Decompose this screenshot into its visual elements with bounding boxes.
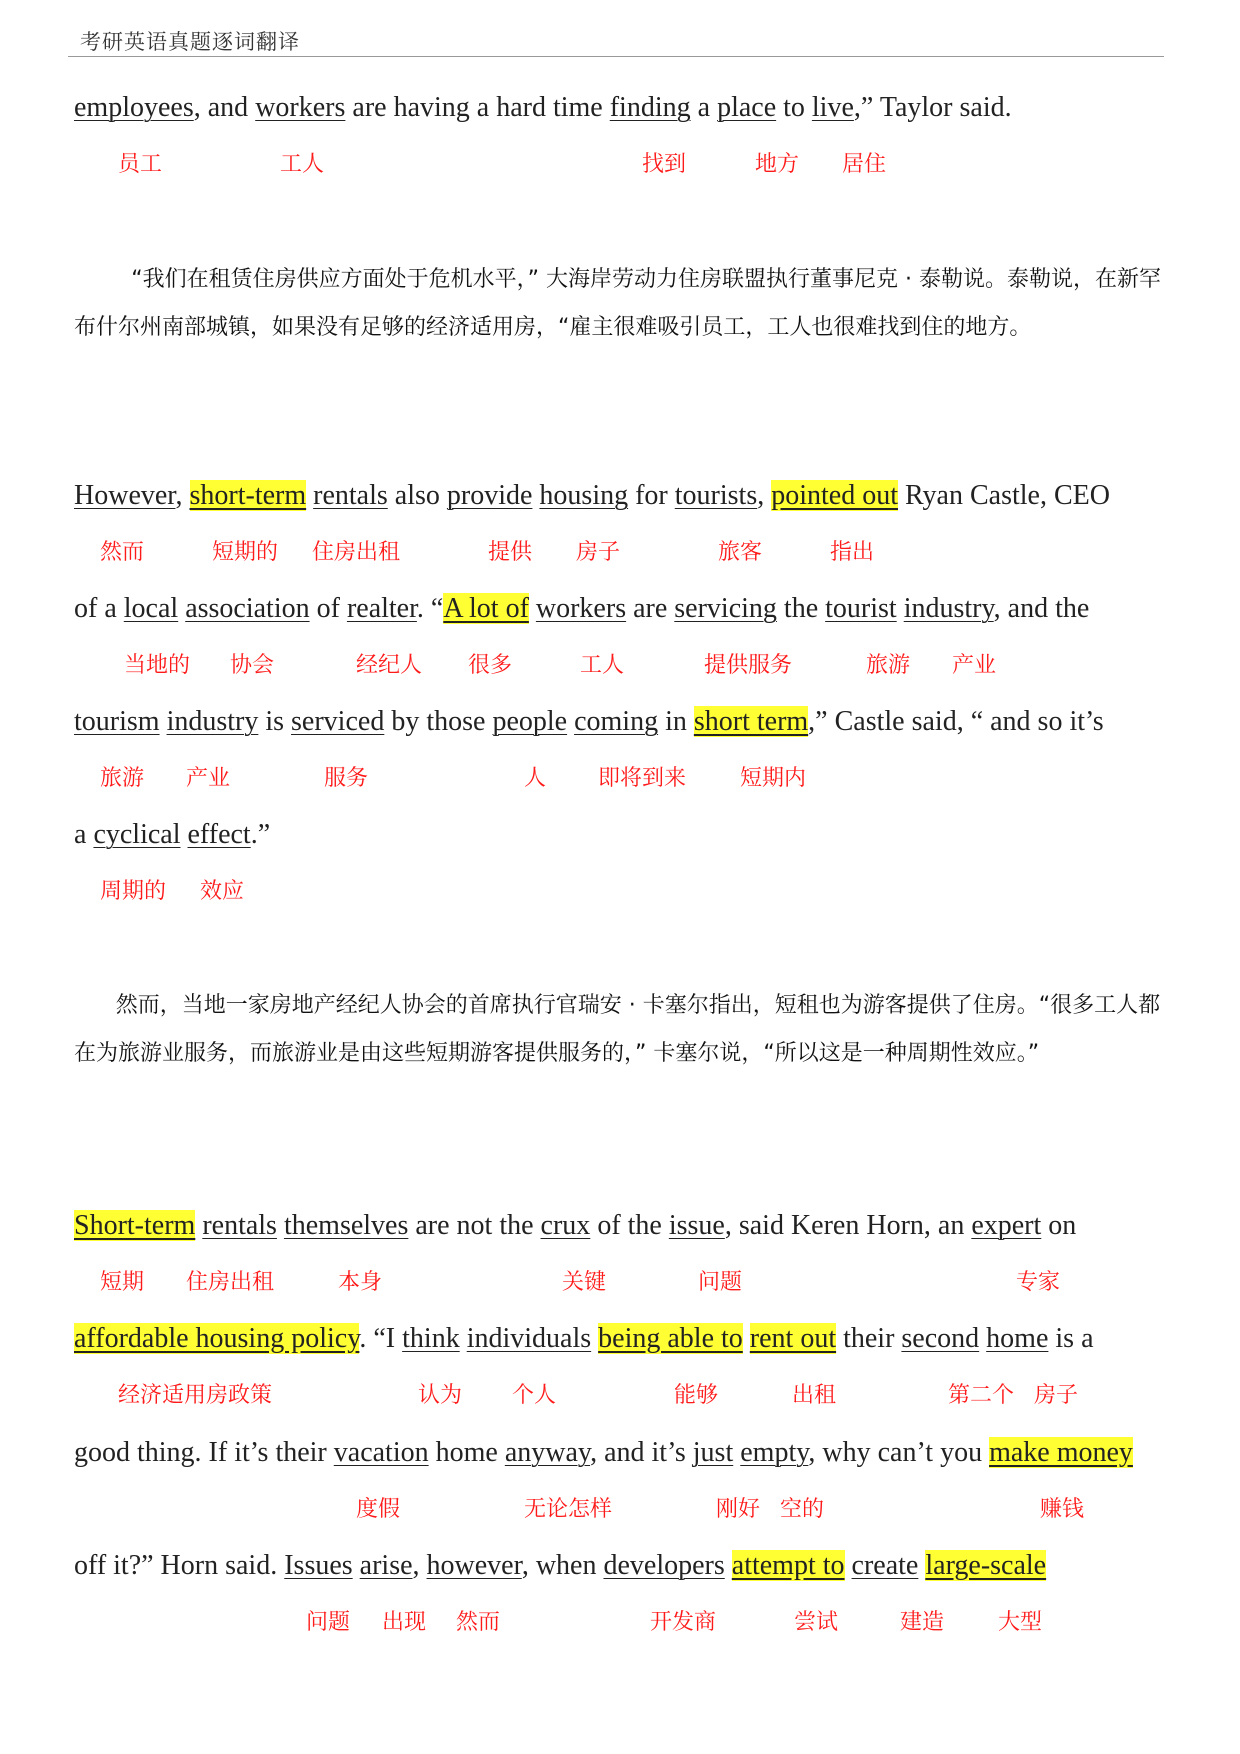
gloss: 出现	[382, 1610, 427, 1635]
vocab-word: local	[123, 593, 179, 624]
gloss: 工人	[580, 653, 625, 678]
vocab-word: people	[492, 706, 568, 737]
gloss: 个人	[512, 1383, 557, 1408]
vocab-word: association	[185, 593, 310, 624]
gloss: 住房出租	[186, 1270, 275, 1295]
plain-text	[725, 1550, 732, 1581]
gloss: 短期	[100, 1270, 145, 1295]
plain-text: ,	[757, 480, 772, 511]
vocab-word: finding	[609, 92, 691, 123]
gloss: 建造	[900, 1610, 945, 1635]
vocab-phrase-highlighted: rent out	[749, 1323, 837, 1354]
vocab-phrase-highlighted: being able to	[598, 1323, 743, 1354]
plain-text: of	[309, 593, 347, 624]
vocab-word: serviced	[291, 706, 385, 737]
plain-text: a	[690, 92, 718, 123]
gloss: 当地的	[124, 653, 191, 678]
plain-text: Ryan Castle, CEO	[898, 480, 1110, 511]
plain-text: . “	[416, 593, 444, 624]
vocab-word: just	[692, 1437, 734, 1468]
vocab-phrase-highlighted: short-term	[189, 480, 307, 511]
header-divider	[68, 56, 1164, 57]
gloss: 地方	[755, 152, 800, 177]
chinese-translation-2	[74, 982, 1168, 1078]
plain-text	[160, 706, 167, 737]
vocab-word: workers	[255, 92, 346, 123]
plain-text: ,” Taylor said.	[853, 92, 1012, 123]
plain-text: to	[776, 92, 812, 123]
vocab-phrase-highlighted: A lot of	[443, 593, 529, 624]
gloss: 问题	[306, 1610, 351, 1635]
plain-text: their	[836, 1323, 902, 1354]
plain-text: a	[74, 819, 94, 850]
vocab-word: Issues	[284, 1550, 353, 1581]
english-line-7	[74, 1321, 1094, 1357]
english-line-6	[74, 1208, 1076, 1244]
vocab-word: home	[986, 1323, 1049, 1354]
vocab-word: rentals	[313, 480, 388, 511]
gloss: 问题	[698, 1270, 743, 1295]
vocab-word: arise	[359, 1550, 413, 1581]
vocab-word: effect	[187, 819, 251, 850]
plain-text	[277, 1210, 284, 1241]
vocab-word: think	[402, 1323, 460, 1354]
vocab-phrase-highlighted: Short-term	[74, 1210, 196, 1241]
vocab-word: servicing	[674, 593, 777, 624]
plain-text: off it?” Horn said.	[74, 1550, 285, 1581]
gloss: 度假	[356, 1497, 401, 1522]
plain-text: , and	[193, 92, 256, 123]
plain-text: of a	[74, 593, 124, 624]
vocab-word: anyway	[504, 1437, 591, 1468]
gloss: 指出	[830, 540, 875, 565]
plain-text	[353, 1550, 360, 1581]
vocab-word: However	[74, 480, 176, 511]
gloss: 开发商	[650, 1610, 717, 1635]
vocab-word: empty	[740, 1437, 809, 1468]
english-line-8	[74, 1435, 1133, 1471]
plain-text: ,	[412, 1550, 427, 1581]
plain-text: are	[626, 593, 675, 624]
vocab-word: tourists	[674, 480, 758, 511]
english-line-5	[74, 817, 270, 853]
plain-text	[181, 819, 188, 850]
plain-text: ,” Castle said, “ and so it’s	[808, 706, 1104, 737]
vocab-word: coming	[574, 706, 659, 737]
gloss: 然而	[456, 1610, 501, 1635]
plain-text: for	[628, 480, 675, 511]
gloss: 尝试	[794, 1610, 839, 1635]
gloss: 刚好	[716, 1497, 761, 1522]
plain-text: are having a hard time	[345, 92, 610, 123]
english-line-9	[74, 1548, 1046, 1584]
vocab-word: create	[851, 1550, 919, 1581]
gloss: 旅游	[100, 766, 145, 791]
vocab-word: however	[426, 1550, 522, 1581]
gloss: 工人	[280, 152, 325, 177]
translation-text: “我们在租赁住房供应方面处于危机水平，” 大海岸劳动力住房联盟执行董事尼克 · 泰勒说。泰勒说，在新罕布什尔州南部城镇，如果没有足够的经济适用房，“雇主很难吸引员工，工人也很难找到住的地方。	[74, 267, 1161, 340]
gloss: 住房出租	[312, 540, 401, 565]
plain-text	[743, 1323, 750, 1354]
gloss: 短期内	[740, 766, 807, 791]
gloss: 本身	[338, 1270, 383, 1295]
gloss: 提供服务	[704, 653, 793, 678]
plain-text: , said Keren Horn, an	[724, 1210, 972, 1241]
plain-text: .”	[250, 819, 271, 850]
vocab-phrase-highlighted: short term	[693, 706, 809, 737]
gloss: 空的	[780, 1497, 825, 1522]
plain-text	[529, 593, 536, 624]
plain-text: on	[1041, 1210, 1077, 1241]
vocab-phrase-highlighted: large-scale	[925, 1550, 1047, 1581]
gloss: 找到	[642, 152, 687, 177]
plain-text	[897, 593, 904, 624]
gloss: 无论怎样	[524, 1497, 613, 1522]
gloss: 经济适用房政策	[118, 1383, 273, 1408]
vocab-word: individuals	[466, 1323, 592, 1354]
gloss: 关键	[562, 1270, 607, 1295]
plain-text: , why can’t you	[808, 1437, 990, 1468]
gloss: 房子	[1034, 1383, 1079, 1408]
gloss: 第二个	[948, 1383, 1015, 1408]
vocab-word: themselves	[283, 1210, 409, 1241]
vocab-word: industry	[166, 706, 259, 737]
gloss: 产业	[952, 653, 997, 678]
vocab-word: crux	[540, 1210, 591, 1241]
gloss: 提供	[488, 540, 533, 565]
vocab-word: place	[717, 92, 777, 123]
vocab-word: tourism	[74, 706, 160, 737]
vocab-word: tourist	[825, 593, 897, 624]
gloss: 产业	[186, 766, 231, 791]
gloss: 然而	[100, 540, 145, 565]
vocab-word: cyclical	[93, 819, 181, 850]
gloss: 能够	[674, 1383, 719, 1408]
plain-text: the	[776, 593, 826, 624]
vocab-word: housing	[539, 480, 629, 511]
vocab-word: workers	[535, 593, 627, 624]
vocab-word: rentals	[202, 1210, 277, 1241]
plain-text: is	[258, 706, 292, 737]
plain-text	[845, 1550, 852, 1581]
gloss: 认为	[418, 1383, 463, 1408]
gloss: 很多	[468, 653, 513, 678]
plain-text: good thing. If it’s their	[74, 1437, 334, 1468]
plain-text: , and the	[993, 593, 1090, 624]
vocab-word: provide	[446, 480, 533, 511]
plain-text: also	[387, 480, 447, 511]
plain-text: ,	[175, 480, 190, 511]
plain-text: is a	[1048, 1323, 1094, 1354]
gloss: 房子	[576, 540, 621, 565]
english-line-2	[74, 478, 1110, 514]
plain-text: , when	[521, 1550, 604, 1581]
gloss: 即将到来	[598, 766, 687, 791]
gloss: 短期的	[212, 540, 279, 565]
plain-text	[460, 1323, 467, 1354]
vocab-word: vacation	[333, 1437, 429, 1468]
vocab-phrase-highlighted: affordable housing policy	[74, 1323, 360, 1354]
gloss: 效应	[200, 879, 245, 904]
plain-text: by those	[384, 706, 493, 737]
english-line-4	[74, 704, 1104, 740]
english-line-1	[74, 90, 1012, 126]
vocab-word: industry	[903, 593, 994, 624]
vocab-word: employees	[74, 92, 194, 123]
vocab-word: issue	[668, 1210, 725, 1241]
plain-text: . “I	[359, 1323, 403, 1354]
gloss: 周期的	[100, 879, 167, 904]
gloss: 专家	[1016, 1270, 1061, 1295]
english-line-3	[74, 591, 1089, 627]
gloss: 大型	[998, 1610, 1043, 1635]
gloss: 旅游	[866, 653, 911, 678]
plain-text: in	[658, 706, 694, 737]
page-header-title: 考研英语真题逐词翻译	[80, 30, 300, 54]
gloss: 协会	[230, 653, 275, 678]
gloss: 服务	[324, 766, 369, 791]
vocab-word: expert	[971, 1210, 1042, 1241]
vocab-phrase-highlighted: attempt to	[731, 1550, 845, 1581]
vocab-word: realter	[346, 593, 417, 624]
gloss: 旅客	[718, 540, 763, 565]
vocab-phrase-highlighted: make money	[989, 1437, 1133, 1468]
plain-text: of the	[590, 1210, 669, 1241]
plain-text: , and it’s	[590, 1437, 693, 1468]
plain-text: home	[428, 1437, 505, 1468]
translation-text: 然而，当地一家房地产经纪人协会的首席执行官瑞安 · 卡塞尔指出，短租也为游客提供了住房。“很多工人都在为旅游业服务，而旅游业是由这些短期游客提供服务的，” 卡塞尔说，“所以这是一种周期性效应。”	[74, 993, 1161, 1066]
vocab-phrase-highlighted: pointed out	[771, 480, 898, 511]
plain-text: are not the	[408, 1210, 541, 1241]
vocab-word: live	[811, 92, 854, 123]
gloss: 人	[524, 766, 547, 791]
vocab-word: developers	[603, 1550, 725, 1581]
gloss: 居住	[842, 152, 887, 177]
gloss: 赚钱	[1040, 1497, 1085, 1522]
gloss: 出租	[792, 1383, 837, 1408]
chinese-translation-1	[74, 256, 1168, 352]
gloss: 经纪人	[356, 653, 423, 678]
gloss: 员工	[118, 152, 163, 177]
vocab-word: second	[901, 1323, 980, 1354]
